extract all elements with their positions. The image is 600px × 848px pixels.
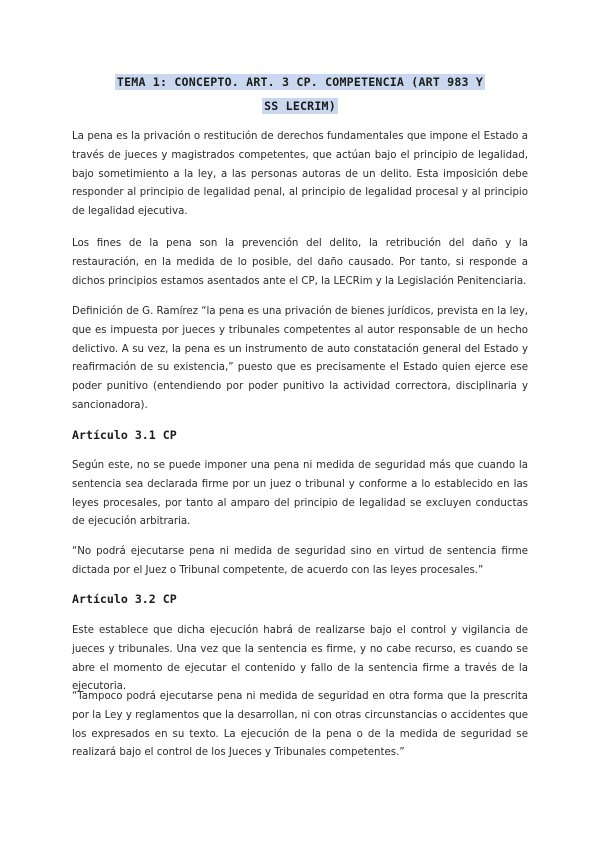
- heading-articulo-3-2: Artículo 3.2 CP: [72, 592, 177, 606]
- paragraph-3-2-b: “Tampoco podrá ejecutarse pena ni medida de seguridad en otra forma que la prescrita por la Ley y reglamentos que la desarrollan, ni con otras circunstancias o accidentes que los expresados en su texto. La ejecución de la pena o de la medida de seguridad se realizará bajo el control de los Jueces y Tribunales competentes.”: [72, 691, 528, 759]
- title-text-1: TEMA 1: CONCEPTO. ART. 3 CP. COMPETENCIA (ART 983 Y: [116, 75, 484, 89]
- title-line-2: [72, 94, 528, 118]
- paragraph-3-1-b: “No podrá ejecutarse pena ni medida de seguridad sino en virtud de sentencia firme dictada por el Juez o Tribunal competente, de acuerdo con las leyes procesales.”: [72, 546, 528, 576]
- title-line-1: [72, 70, 528, 94]
- paragraph-3-2-a: Este establece que dicha ejecución habrá de realizarse bajo el control y vigilancia de jueces y tribunales. Una vez que la sentencia es firme, y no cabe recurso, es cuando se abre el momento de ejecutar el contenido y fallo de la sentencia firme a través de la ejecutoria.: [72, 625, 528, 693]
- paragraph-definition: La pena es la privación o restitución de derechos fundamentales que impone el Estado a través de jueces y magistrados competentes, que actúan bajo el principio de legalidad, bajo sometimiento a la ley, a las personas autoras de un delito. Esta imposición debe responder al principio de legalidad penal, al principio de legalidad procesal y al principio de legalidad ejecutiva.: [72, 131, 528, 218]
- paragraph-3-1-a: Según este, no se puede imponer una pena ni medida de seguridad más que cuando la sentencia sea declarada firme por un juez o tribunal y conforme a lo establecido en las leyes procesales, por tanto al amparo del principio de legalidad se excluyen conductas de ejecución arbitraria.: [72, 460, 528, 528]
- title-text-2: SS LECRIM): [264, 99, 336, 113]
- heading-articulo-3-1: Artículo 3.1 CP: [72, 428, 177, 442]
- document-title: [72, 70, 528, 118]
- paragraph-fines: Los fines de la pena son la prevención del delito, la retribución del daño y la restauración, en la medida de lo posible, del daño causado. Por tanto, si responde a dichos principios estamos asentados ante el CP, la LECRim y la Legislación Penitenciaria.: [72, 238, 528, 287]
- paragraph-ramirez: Definición de G. Ramírez “la pena es una privación de bienes jurídicos, prevista en la ley, que es impuesta por jueces y tribunales competentes al autor responsable de un hecho delictivo. A su vez, la pena es un instrumento de auto constatación general del Estado y reafirmación de su existencia,” puesto que es precisamente el Estado quien ejerce ese poder punitivo (entendiendo por poder punitivo la actividad correctora, disciplinaria y sancionadora).: [72, 306, 528, 411]
